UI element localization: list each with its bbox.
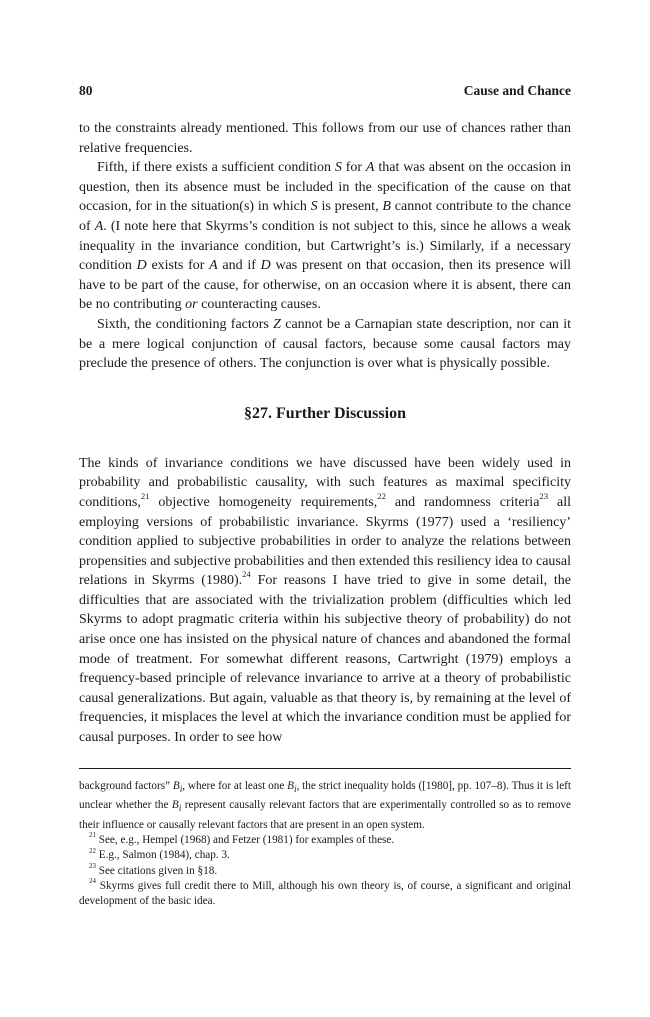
body-text: [79, 119, 571, 748]
text-span: Sixth, the conditioning factors: [97, 316, 274, 332]
text-span: cannot be a Carnapian state description, nor can it be a mere logical conjunction of causal factors, because some causal factors may preclude the presence of others. The conjunction is over what is physically possible.: [79, 316, 571, 372]
variable: A: [365, 160, 375, 176]
footnote-divider: [79, 768, 571, 769]
section-heading: §27. Further Discussion: [244, 404, 406, 422]
running-title: Cause and Chance: [463, 83, 571, 98]
emphasis: or: [185, 297, 198, 313]
variable: Z: [273, 316, 281, 332]
footnote-text: See, e.g., Hempel (1968) and Fetzer (1981) for examples of these.: [95, 833, 395, 846]
footnote-21: [79, 833, 571, 848]
text-span: was present on that occasion, then its presence will have to be part of the cause, for otherwise, on an occasion where it is absent, there can be no contributing: [79, 258, 572, 313]
page-number: 80: [79, 83, 93, 98]
variable: D: [260, 258, 271, 274]
paragraph-fifth: [79, 158, 571, 315]
footnote-number: 22: [89, 846, 96, 855]
text-span: . (I note here that Skyrms’s condition is not subject to this, since he allows a weak inequality in the invariance condition, but Cartwright’s is.) Similarly, if a necessary condition: [79, 218, 571, 274]
text-span: The kinds of invariance conditions we have discussed have been widely used in probability and probabilistic causality, with such features as maximal specificity conditions,: [79, 455, 571, 510]
variable: B: [172, 779, 180, 792]
text-span: exists for: [146, 258, 210, 274]
footnote-text: See citations given in §18.: [95, 864, 218, 877]
variable: B: [287, 779, 294, 792]
subscript: i: [179, 784, 183, 795]
text-span: counteracting causes.: [197, 297, 321, 313]
footnote-23: [79, 861, 571, 879]
text-span: is present,: [317, 199, 383, 215]
footnote-number: 24: [89, 877, 96, 886]
variable: S: [334, 160, 342, 176]
text-span: Fifth, if there exists a sufficient condition: [97, 160, 335, 176]
footnote-ref[interactable]: 23: [539, 490, 549, 501]
text-span: background factors”: [79, 779, 173, 792]
variable: B: [171, 799, 179, 812]
paragraph-continuation: to the constraints already mentioned. This follows from our use of chances rather than relative frequencies.: [79, 121, 571, 156]
variable: B: [382, 199, 391, 215]
footnotes: [79, 779, 571, 910]
variable: A: [94, 218, 104, 234]
footnote-continuation: [79, 779, 571, 833]
text-span: and randomness criteria: [385, 494, 540, 510]
subscript: i: [178, 804, 182, 815]
variable: S: [310, 199, 318, 215]
paragraph-further-discussion: [79, 454, 571, 748]
running-head: [79, 82, 571, 100]
variable: D: [136, 258, 147, 274]
variable: A: [209, 258, 218, 274]
text-span: represent causally relevant factors that are experimentally controlled so as to remove their influence or causally relevant factors that are present in an open system.: [79, 799, 571, 831]
footnote-22: [79, 848, 571, 863]
paragraph-sixth: [79, 315, 571, 374]
text-span: cannot contribute to the chance of: [79, 199, 571, 234]
footnote-ref[interactable]: 24: [242, 569, 251, 580]
text-span: for: [341, 160, 366, 176]
footnote-ref[interactable]: 21: [140, 490, 150, 501]
footnote-24: [79, 879, 571, 910]
footnote-text: E.g., Salmon (1984), chap. 3.: [95, 849, 230, 862]
footnote-number: 23: [89, 861, 96, 870]
text-span: For reasons I have tried to give in some detail, the difficulties that are associated with the trivialization problem (difficulties which led Skyrms to adopt pragmatic criteria within his subjective theory of probability) do not arise once one has insisted on the physical nature of chances and abandoned the formal mode of treatment. For somewhat different reasons, Cartwright (1979) employs a frequency-based principle of relevance invariance to arrive at a theory of probabilistic causal generalizations. But again, valuable as that theory is, by remaining at the level of frequencies, it misplaces the level at which the invariance condition must be applied for causal purposes. In order to see how: [79, 573, 571, 746]
text-span: all employing versions of probabilistic invariance. Skyrms (1977) used a ‘resiliency’ condition applied to subjective probabilities in order to analyze the relations between propensities and subjective probabilities and then extended this resiliency idea to causal relations in Skyrms (1980).: [79, 494, 572, 589]
text-span: objective homogeneity requirements,: [149, 494, 378, 510]
footnote-text: Skyrms gives full credit there to Mill, although his own theory is, of course, a significant and original development of the basic idea.: [79, 879, 571, 908]
text-span: and if: [217, 258, 261, 274]
subscript: i: [293, 784, 297, 795]
text-span: , the strict inequality holds ([1980], pp. 107–8). Thus it is left unclear whether the: [79, 779, 571, 812]
footnote-number: 21: [89, 831, 96, 840]
text-span: , where for at least one: [182, 779, 288, 792]
footnote-ref[interactable]: 22: [377, 490, 386, 501]
book-page: [79, 82, 571, 909]
text-span: that was absent on the occasion in question, then its absence must be included in the specification of the cause on that occasion, for in the situation(s) in which: [79, 160, 571, 215]
